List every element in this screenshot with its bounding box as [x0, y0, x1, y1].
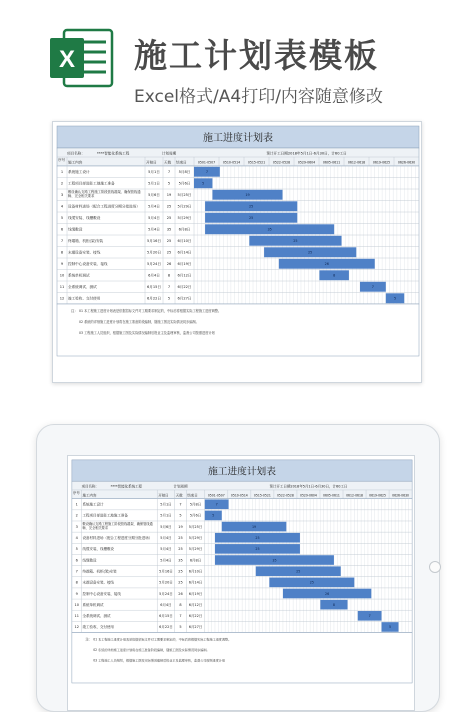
row-start: 6月15日: [159, 614, 173, 619]
excel-logo-letter: X: [58, 46, 76, 73]
period-header: 0626-0630: [397, 160, 416, 165]
row-task: 设备材料进场（配合工程进度分期分批进场）: [68, 204, 140, 209]
col-days-header: 天数: [164, 160, 172, 165]
row-start: 5月4日: [148, 216, 160, 221]
gantt-bar-label: 25: [249, 204, 254, 209]
col-days-header: 天数: [175, 493, 183, 498]
row-days: 19: [178, 524, 183, 529]
row-days: 25: [166, 216, 172, 221]
row-task: 全系统调试、测试: [82, 614, 111, 619]
row-days: 25: [178, 580, 183, 585]
notes-label: 注：: [85, 637, 93, 642]
row-start: 5月24日: [146, 262, 162, 267]
row-task: 系统单机调试: [82, 602, 104, 607]
row-start: 6月4日: [148, 273, 160, 278]
row-no: 11: [74, 614, 79, 619]
row-task: 系统施工设计: [82, 502, 104, 507]
gantt-sheet-tablet: [68, 456, 416, 712]
row-task: 全系统调试、测试: [68, 285, 97, 290]
row-no: 8: [75, 580, 78, 585]
period-header: 0522-0528: [272, 160, 291, 165]
row-days: 7: [179, 614, 182, 619]
col-end-header: 结束日: [176, 160, 187, 165]
gantt-bar-label: 26: [324, 262, 329, 267]
row-start: 5月16日: [159, 569, 173, 574]
row-end: 5月25日: [177, 193, 192, 198]
row-task: 末端设备安装、接线: [68, 250, 101, 255]
excel-logo-icon: [48, 28, 114, 88]
gantt-bar-label: 25: [249, 216, 254, 221]
row-no: 3: [75, 524, 78, 529]
row-days: 5: [167, 296, 171, 301]
row-end: 5月29日: [177, 204, 192, 209]
row-days: 8: [167, 273, 171, 278]
gantt-bar-label: 19: [251, 524, 257, 529]
row-days: 7: [167, 285, 171, 290]
row-task: 敷设确认支路工程施工阶段管线端架、确保管线通畅、完全相关要求: [68, 190, 141, 198]
row-end: 6月14日: [188, 580, 203, 585]
gantt-bar-label: 5: [388, 625, 392, 630]
row-end: 5月8日: [189, 502, 202, 507]
period-header: 0619-0625: [372, 160, 391, 165]
banner-title: 施工计划表模板: [134, 36, 379, 75]
row-task: 线缆敷设: [68, 227, 83, 232]
row-start: 5月1日: [148, 170, 160, 175]
row-no: 7: [60, 239, 64, 244]
row-end: 6月8日: [189, 558, 202, 563]
row-end: 5月25日: [188, 524, 203, 529]
row-no: 12: [59, 296, 65, 301]
row-task: 终端箱、机柜(架)安装: [68, 239, 104, 244]
row-start: 5月4日: [148, 204, 160, 209]
row-end: 6月12日: [188, 602, 203, 607]
plan-period-label: 计划周期: [161, 151, 177, 156]
row-days: 35: [166, 227, 172, 232]
period-header: 0612-0618: [347, 160, 366, 165]
period-header: 0626-0630: [392, 493, 410, 498]
project-label: 项目名称：: [67, 151, 85, 156]
row-no: 6: [60, 227, 64, 232]
sheet-preview-main: [52, 121, 422, 383]
gantt-bar-label: 7: [205, 170, 208, 175]
row-end: 5月29日: [177, 216, 192, 221]
col-task-header: 施工内容: [68, 160, 83, 165]
col-start-header: 开始日: [146, 160, 157, 165]
row-task: 工程项目部进驻工地施工准备: [68, 181, 115, 186]
row-days: 25: [166, 250, 172, 255]
row-start: 5月16日: [146, 239, 162, 244]
gantt-bar-label: 7: [368, 614, 371, 619]
project-name: ****智能化系统工程: [97, 151, 130, 156]
col-seq-header: 序号: [72, 490, 80, 495]
sheet-title: 施工进度计划表: [203, 133, 273, 144]
row-task: 系统单机调试: [68, 273, 90, 278]
gantt-bar-label: 5: [212, 513, 215, 518]
gantt-bar-label: 5: [393, 296, 397, 301]
row-task: 终端箱、机柜(架)安装: [82, 569, 117, 574]
note-line: 02 系统的详细施工进度计划将在施工准备阶段编制，随施工图及实际情况同步编制。: [79, 320, 199, 324]
row-task: 竣工验收、交付使用: [82, 625, 114, 630]
row-end: 6月19日: [177, 262, 192, 267]
row-end: 6月10日: [188, 569, 203, 574]
period-header: 0501-0507: [207, 493, 225, 498]
period-header: 0605-0611: [322, 160, 341, 165]
row-task: 设备材料进场（配合工程进度分期分批进场）: [82, 535, 153, 540]
col-seq-header: 序号: [58, 158, 66, 162]
row-end: 6月14日: [177, 250, 192, 255]
gantt-bar-label: 25: [293, 239, 298, 244]
row-no: 2: [60, 181, 64, 186]
row-no: 2: [75, 513, 78, 518]
row-no: 7: [75, 569, 78, 574]
plan-summary: 预计开工日期2018年5月1日-6月30日，计60工日: [269, 484, 348, 489]
row-no: 9: [75, 591, 78, 596]
row-task: 工程项目部进驻工地施工准备: [82, 513, 128, 518]
period-header: 0510-0514: [222, 160, 241, 165]
gantt-sheet: [53, 122, 423, 384]
row-days: 5: [179, 513, 182, 518]
row-days: 25: [178, 535, 183, 540]
row-no: 11: [59, 285, 65, 290]
row-days: 19: [166, 193, 172, 198]
period-header: 0529-0604: [297, 160, 316, 165]
row-end: 6月8日: [178, 227, 191, 232]
row-task: 线缆安装、线槽敷设: [68, 216, 101, 221]
gantt-bar-label: 25: [255, 535, 260, 540]
period-header: 0619-0625: [369, 493, 386, 498]
note-line: 02 系统的详细施工进度计划将在施工准备阶段编制，随施工图及实际情况同步编制。: [93, 647, 210, 652]
banner: [0, 0, 474, 115]
gantt-bar-label: 25: [309, 580, 314, 585]
row-task: 控制中心设备安装、接线: [82, 591, 121, 596]
note-line: 01 本工程施工进度计划表是依据招标文件对工期要求制定的，中标后将根据实际工程施工进度调整。: [93, 637, 232, 642]
row-no: 4: [75, 535, 78, 540]
plan-summary: 预计开工日期2018年5月1日-6月30日，计60工日: [266, 151, 347, 156]
row-end: 5月29日: [188, 547, 203, 552]
row-end: 6月12日: [177, 273, 192, 278]
row-start: 5月6日: [160, 524, 172, 529]
col-task-header: 施工内容: [82, 493, 97, 498]
row-end: 5月6日: [189, 513, 202, 518]
row-end: 6月27日: [188, 625, 203, 630]
period-header: 0515-0521: [247, 160, 266, 165]
tablet-home-button: [429, 561, 441, 573]
row-start: 5月1日: [160, 513, 172, 518]
note-line: 03 工程施工人员组织，根据施工图及实际情况编制后报业主及监理审核，监督公司按照进度计划: [93, 658, 225, 663]
period-header: 0529-0604: [300, 493, 317, 498]
row-start: 5月4日: [160, 535, 172, 540]
gantt-bar-label: 19: [245, 193, 250, 198]
row-start: 5月20日: [159, 580, 173, 585]
row-task: 竣工验收、交付使用: [68, 296, 101, 301]
gantt-bar-label: 35: [272, 558, 277, 563]
row-no: 8: [60, 250, 64, 255]
row-task: 线缆敷设: [82, 558, 97, 563]
period-header: 0510-0514: [230, 493, 248, 498]
row-no: 4: [60, 204, 64, 209]
period-header: 0501-0507: [197, 160, 216, 165]
period-header: 0612-0618: [346, 493, 363, 498]
tablet-mockup: [36, 424, 440, 712]
gantt-bar-label: 25: [296, 569, 301, 574]
note-line: 03 工程施工人员组织，根据施工图及实际情况编制后报业主及监理审核，监督公司按照进度计划: [79, 331, 215, 335]
row-days: 5: [167, 181, 171, 186]
col-start-header: 开始日: [158, 493, 169, 498]
project-label: 项目名称：: [81, 484, 100, 489]
row-end: 6月27日: [177, 296, 192, 301]
gantt-bar-label: 35: [267, 227, 272, 232]
gantt-bar-label: 26: [325, 591, 330, 596]
row-end: 5月6日: [178, 181, 191, 186]
row-end: 5月29日: [188, 535, 203, 540]
row-start: 6月15日: [146, 285, 162, 290]
row-no: 3: [60, 193, 64, 198]
col-end-header: 结束日: [187, 493, 198, 498]
row-no: 6: [75, 558, 78, 563]
row-start: 5月4日: [160, 547, 172, 552]
row-start: 5月24日: [159, 591, 173, 596]
row-end: 6月22日: [188, 614, 203, 619]
row-task: 控制中心设备安装、接线: [68, 262, 108, 267]
tablet-screen: [67, 455, 415, 711]
row-start: 5月4日: [160, 558, 172, 563]
gantt-bar-label: 25: [308, 250, 313, 255]
project-name: ****智能化系统工程: [110, 484, 143, 489]
row-no: 9: [60, 262, 64, 267]
gantt-bar-label: 7: [215, 502, 218, 507]
row-days: 7: [167, 170, 171, 175]
row-days: 25: [178, 547, 183, 552]
row-start: 6月22日: [146, 296, 162, 301]
row-end: 6月10日: [177, 239, 192, 244]
row-no: 10: [74, 602, 79, 607]
period-header: 0605-0611: [323, 493, 340, 498]
row-end: 5月8日: [178, 170, 191, 175]
row-days: 25: [166, 204, 172, 209]
row-no: 5: [60, 216, 64, 221]
gantt-bar-label: 7: [371, 285, 374, 290]
row-no: 5: [75, 547, 78, 552]
row-start: 5月6日: [148, 193, 160, 198]
sheet-title: 施工进度计划表: [208, 466, 276, 478]
row-days: 5: [179, 625, 182, 630]
row-no: 12: [74, 625, 79, 630]
row-start: 5月1日: [160, 502, 172, 507]
row-start: 5月1日: [148, 181, 160, 186]
row-days: 8: [179, 602, 182, 607]
gantt-bar-label: 8: [333, 273, 336, 278]
row-end: 6月19日: [188, 591, 203, 596]
row-end: 6月22日: [177, 285, 192, 290]
row-task: 敷设确认支路工程施工阶段管线端架、确保管线通畅、完全相关要求: [82, 522, 153, 530]
row-start: 5月4日: [148, 227, 160, 232]
row-no: 1: [75, 502, 78, 507]
plan-period-label: 计划周期: [173, 484, 188, 489]
row-no: 1: [60, 170, 64, 175]
notes-label: 注：: [71, 309, 78, 313]
row-start: 6月4日: [160, 602, 172, 607]
row-days: 26: [166, 262, 172, 267]
row-days: 26: [178, 591, 183, 596]
row-days: 7: [179, 502, 182, 507]
row-start: 5月20日: [146, 250, 162, 255]
row-days: 25: [166, 239, 172, 244]
row-days: 35: [178, 558, 183, 563]
period-header: 0522-0528: [276, 493, 294, 498]
gantt-bar-label: 25: [255, 547, 260, 552]
row-task: 线缆安装、线槽敷设: [82, 547, 114, 552]
note-line: 01 本工程施工进度计划表是依据招标文件对工期要求制定的，中标后将根据实际工程施工进度调整。: [79, 309, 222, 313]
row-no: 10: [59, 273, 65, 278]
row-task: 末端设备安装、接线: [82, 580, 114, 585]
gantt-bar-label: 8: [332, 602, 335, 607]
banner-subtitle: Excel格式/A4打印/内容随意修改: [134, 87, 383, 107]
row-task: 系统施工设计: [68, 170, 90, 175]
row-start: 6月22日: [159, 625, 173, 630]
row-days: 25: [178, 569, 183, 574]
period-header: 0515-0521: [253, 493, 271, 498]
gantt-bar-label: 5: [202, 181, 205, 186]
